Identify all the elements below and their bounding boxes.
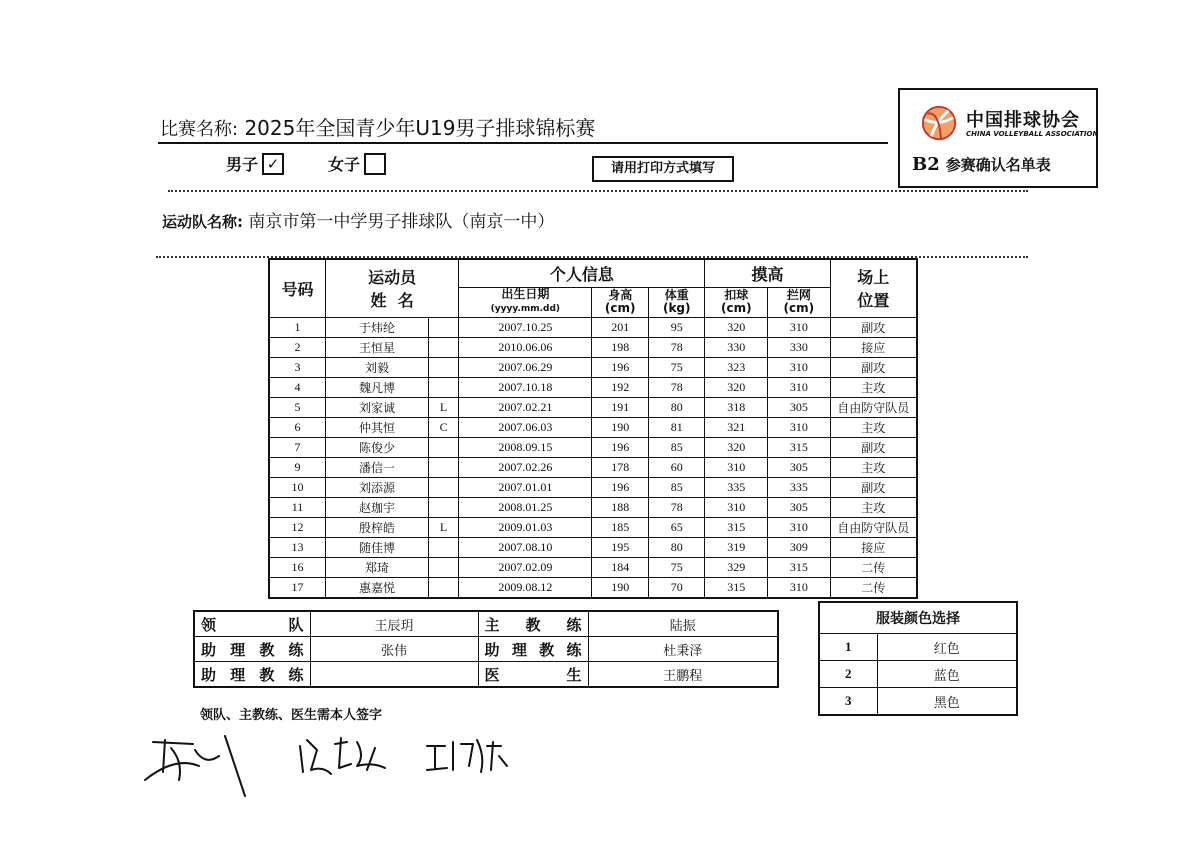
cell-number: 16 — [269, 557, 326, 577]
head-coach-label: 主教练 — [478, 611, 588, 637]
cell-block: 310 — [768, 577, 831, 598]
male-checkbox[interactable]: ✓ — [262, 153, 284, 175]
cell-spike: 310 — [705, 457, 768, 477]
header-weight — [648, 287, 705, 317]
header-athlete-line2: 姓 名 — [370, 291, 414, 311]
cell-number: 17 — [269, 577, 326, 598]
cell-block: 330 — [768, 337, 831, 357]
cell-block: 305 — [768, 497, 831, 517]
cell-height: 196 — [592, 477, 649, 497]
doctor-name: 王鹏程 — [588, 662, 778, 688]
uniform-index: 2 — [819, 661, 877, 688]
uniform-color-table — [818, 601, 1018, 716]
cell-weight: 85 — [648, 437, 705, 457]
uniform-option — [819, 634, 1017, 661]
cell-spike: 335 — [705, 477, 768, 497]
cell-height: 178 — [592, 457, 649, 477]
table-row — [269, 377, 917, 397]
cell-weight: 80 — [648, 397, 705, 417]
table-row — [269, 417, 917, 437]
header-block-label: 拦网 — [786, 288, 811, 302]
cell-block: 310 — [768, 317, 831, 337]
header-height-label: 身高 — [608, 288, 633, 302]
doctor-label: 医生 — [478, 662, 588, 688]
cell-weight: 85 — [648, 477, 705, 497]
cell-mark — [428, 357, 458, 377]
uniform-index: 1 — [819, 634, 877, 661]
cell-mark — [428, 477, 458, 497]
association-name-en: CHINA VOLLEYBALL ASSOCIATION — [966, 130, 1099, 138]
cell-birth: 2009.01.03 — [459, 517, 592, 537]
match-label: 比赛名称: — [160, 119, 239, 140]
header-position — [830, 259, 917, 317]
cell-mark — [428, 497, 458, 517]
cell-birth: 2007.10.25 — [459, 317, 592, 337]
cell-birth: 2007.02.21 — [459, 397, 592, 417]
cell-birth: 2007.02.09 — [459, 557, 592, 577]
cell-birth: 2007.10.18 — [459, 377, 592, 397]
header-height-unit: (cm) — [604, 301, 636, 315]
cell-weight: 78 — [648, 337, 705, 357]
cell-spike: 329 — [705, 557, 768, 577]
handwritten-signatures — [135, 726, 555, 806]
cell-mark — [428, 377, 458, 397]
cell-position: 主攻 — [830, 377, 917, 397]
cell-birth: 2007.06.29 — [459, 357, 592, 377]
cell-weight: 70 — [648, 577, 705, 598]
cell-birth: 2009.08.12 — [459, 577, 592, 598]
form-code: B2 — [912, 154, 940, 175]
cell-name: 刘添源 — [326, 477, 429, 497]
female-checkbox[interactable] — [364, 153, 386, 175]
header-spike — [705, 287, 768, 317]
female-option[interactable] — [328, 152, 386, 175]
cell-block: 310 — [768, 517, 831, 537]
header-reach: 摸高 — [705, 259, 830, 287]
cell-block: 310 — [768, 377, 831, 397]
cell-name: 魏凡博 — [326, 377, 429, 397]
table-row — [269, 457, 917, 477]
cell-position: 自由防守队员 — [830, 517, 917, 537]
cell-number: 12 — [269, 517, 326, 537]
table-row — [269, 337, 917, 357]
assistant-coach-2: 杜秉泽 — [588, 637, 778, 662]
cell-weight: 78 — [648, 377, 705, 397]
table-row — [269, 517, 917, 537]
cell-mark — [428, 577, 458, 598]
cell-birth: 2007.06.03 — [459, 417, 592, 437]
uniform-color: 蓝色 — [877, 661, 1017, 688]
cell-birth: 2007.02.26 — [459, 457, 592, 477]
cell-spike: 319 — [705, 537, 768, 557]
uniform-title: 服装颜色选择 — [819, 602, 1017, 634]
roster-table — [268, 258, 918, 599]
form-name: 参赛确认名单表 — [945, 156, 1051, 174]
cell-spike: 321 — [705, 417, 768, 437]
table-row — [269, 577, 917, 598]
title-underline — [158, 142, 888, 144]
cell-mark: L — [428, 397, 458, 417]
header-block — [768, 287, 831, 317]
association-name-cn: 中国排球协会 — [966, 110, 1080, 131]
cell-number: 1 — [269, 317, 326, 337]
cell-height: 192 — [592, 377, 649, 397]
assistant-coach-label-2: 助理教练 — [478, 637, 588, 662]
cell-spike: 330 — [705, 337, 768, 357]
cell-block: 335 — [768, 477, 831, 497]
print-note: 请用打印方式填写 — [592, 156, 734, 182]
match-name: 2025年全国青少年U19男子排球锦标赛 — [244, 116, 596, 140]
cell-block: 315 — [768, 437, 831, 457]
cell-weight: 75 — [648, 557, 705, 577]
cell-spike: 320 — [705, 437, 768, 457]
cell-mark — [428, 457, 458, 477]
header-athlete-line1: 运动员 — [368, 268, 417, 288]
team-name: 南京市第一中学男子排球队（南京一中） — [248, 212, 555, 232]
cell-name: 赵珈宇 — [326, 497, 429, 517]
male-option[interactable] — [226, 152, 284, 175]
header-spike-label: 扣球 — [724, 288, 749, 302]
assistant-coach-1: 张伟 — [310, 637, 478, 662]
cell-position: 主攻 — [830, 497, 917, 517]
cell-height: 201 — [592, 317, 649, 337]
cell-mark: L — [428, 517, 458, 537]
cell-number: 11 — [269, 497, 326, 517]
cell-name: 仲其恒 — [326, 417, 429, 437]
cell-spike: 320 — [705, 317, 768, 337]
leader-name: 王辰玥 — [310, 611, 478, 637]
cell-weight: 65 — [648, 517, 705, 537]
cell-block: 310 — [768, 357, 831, 377]
cell-number: 6 — [269, 417, 326, 437]
header-position-line2: 位置 — [857, 291, 890, 311]
association-logo-box — [898, 88, 1098, 188]
team-label: 运动队名称: — [162, 213, 243, 231]
cell-position: 副攻 — [830, 437, 917, 457]
cell-position: 副攻 — [830, 317, 917, 337]
cell-name: 惠嘉悦 — [326, 577, 429, 598]
assistant-coach-3 — [310, 662, 478, 688]
staff-table — [193, 610, 779, 688]
cell-mark — [428, 337, 458, 357]
uniform-color: 红色 — [877, 634, 1017, 661]
cell-height: 191 — [592, 397, 649, 417]
head-coach-name: 陆振 — [588, 611, 778, 637]
uniform-color: 黑色 — [877, 688, 1017, 716]
header-birth-format: (yyyy.mm.dd) — [490, 304, 561, 314]
cell-number: 7 — [269, 437, 326, 457]
cell-name: 陈俊少 — [326, 437, 429, 457]
cell-block: 305 — [768, 457, 831, 477]
cell-height: 190 — [592, 417, 649, 437]
cell-position: 副攻 — [830, 477, 917, 497]
cell-spike: 323 — [705, 357, 768, 377]
cell-weight: 80 — [648, 537, 705, 557]
cell-number: 13 — [269, 537, 326, 557]
header-number: 号码 — [269, 259, 326, 317]
team-name-line — [162, 207, 554, 232]
table-row — [269, 437, 917, 457]
dotted-divider — [168, 190, 1028, 192]
cell-number: 10 — [269, 477, 326, 497]
assistant-coach-label: 助理教练 — [194, 637, 310, 662]
cell-block: 305 — [768, 397, 831, 417]
cell-birth: 2010.06.06 — [459, 337, 592, 357]
signature-note: 领队、主教练、医生需本人签字 — [200, 708, 383, 723]
cell-birth: 2007.08.10 — [459, 537, 592, 557]
cell-block: 310 — [768, 417, 831, 437]
leader-label: 领队 — [194, 611, 310, 637]
cell-weight: 81 — [648, 417, 705, 437]
form-title — [912, 154, 1051, 175]
cell-spike: 320 — [705, 377, 768, 397]
uniform-option — [819, 688, 1017, 716]
cell-birth: 2008.01.25 — [459, 497, 592, 517]
cell-position: 接应 — [830, 537, 917, 557]
cell-number: 9 — [269, 457, 326, 477]
cell-height: 188 — [592, 497, 649, 517]
cell-name: 殷梓皓 — [326, 517, 429, 537]
cell-position: 自由防守队员 — [830, 397, 917, 417]
table-row — [269, 537, 917, 557]
cell-name: 于炜纶 — [326, 317, 429, 337]
cell-spike: 315 — [705, 577, 768, 598]
header-birth-label: 出生日期 — [501, 287, 550, 301]
cell-weight: 78 — [648, 497, 705, 517]
cell-number: 2 — [269, 337, 326, 357]
cell-number: 4 — [269, 377, 326, 397]
table-row — [269, 397, 917, 417]
cell-mark — [428, 317, 458, 337]
cell-height: 198 — [592, 337, 649, 357]
header-birth — [459, 287, 592, 317]
cell-name: 王恒星 — [326, 337, 429, 357]
cell-name: 刘毅 — [326, 357, 429, 377]
cell-block: 315 — [768, 557, 831, 577]
cell-birth: 2007.01.01 — [459, 477, 592, 497]
match-title — [160, 112, 595, 141]
cell-position: 接应 — [830, 337, 917, 357]
cell-height: 195 — [592, 537, 649, 557]
header-height — [592, 287, 649, 317]
table-row — [269, 557, 917, 577]
female-label: 女子 — [328, 155, 361, 174]
header-weight-unit: (kg) — [662, 301, 691, 315]
male-label: 男子 — [226, 155, 259, 174]
cell-weight: 60 — [648, 457, 705, 477]
cell-position: 二传 — [830, 557, 917, 577]
header-athlete — [326, 259, 459, 317]
cell-name: 潘信一 — [326, 457, 429, 477]
cell-height: 190 — [592, 577, 649, 598]
table-row — [269, 317, 917, 337]
cell-position: 副攻 — [830, 357, 917, 377]
cell-height: 196 — [592, 357, 649, 377]
cell-weight: 75 — [648, 357, 705, 377]
cell-height: 185 — [592, 517, 649, 537]
header-weight-label: 体重 — [664, 288, 689, 302]
cell-weight: 95 — [648, 317, 705, 337]
volleyball-logo-icon — [920, 104, 958, 142]
cell-spike: 318 — [705, 397, 768, 417]
cell-number: 3 — [269, 357, 326, 377]
cell-position: 二传 — [830, 577, 917, 598]
header-personal-info: 个人信息 — [459, 259, 705, 287]
assistant-coach-label-3: 助理教练 — [194, 662, 310, 688]
cell-spike: 315 — [705, 517, 768, 537]
cell-mark — [428, 557, 458, 577]
cell-mark: C — [428, 417, 458, 437]
cell-birth: 2008.09.15 — [459, 437, 592, 457]
table-row — [269, 497, 917, 517]
uniform-option — [819, 661, 1017, 688]
cell-block: 309 — [768, 537, 831, 557]
header-position-line1: 场上 — [857, 268, 890, 288]
cell-name: 随佳博 — [326, 537, 429, 557]
header-block-unit: (cm) — [783, 301, 815, 315]
cell-mark — [428, 537, 458, 557]
uniform-index: 3 — [819, 688, 877, 716]
table-row — [269, 357, 917, 377]
cell-number: 5 — [269, 397, 326, 417]
cell-position: 主攻 — [830, 417, 917, 437]
cell-height: 196 — [592, 437, 649, 457]
cell-mark — [428, 437, 458, 457]
cell-name: 刘家诚 — [326, 397, 429, 417]
cell-position: 主攻 — [830, 457, 917, 477]
header-spike-unit: (cm) — [720, 301, 752, 315]
cell-name: 郑琦 — [326, 557, 429, 577]
cell-spike: 310 — [705, 497, 768, 517]
cell-height: 184 — [592, 557, 649, 577]
table-row — [269, 477, 917, 497]
